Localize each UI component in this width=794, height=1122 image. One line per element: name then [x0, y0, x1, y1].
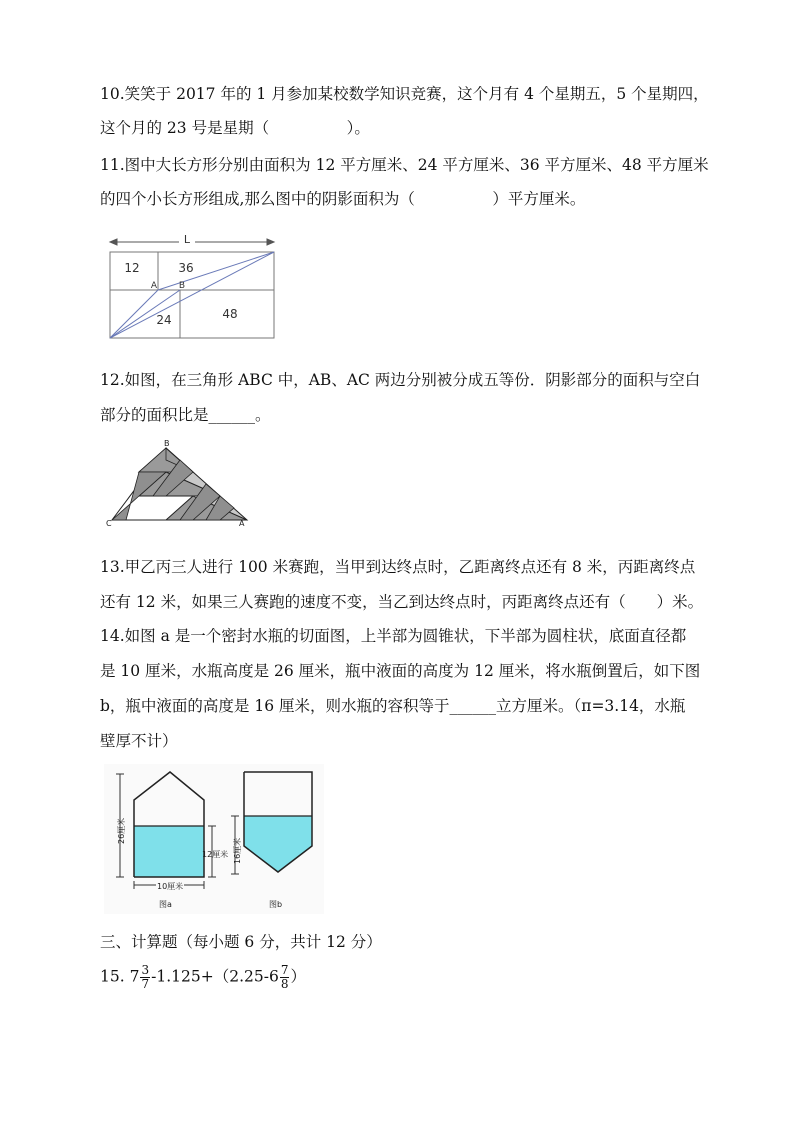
q15-frac1-num: 3 — [141, 963, 150, 977]
water-a — [134, 826, 204, 877]
area-12: 12 — [124, 261, 140, 275]
dimension-arrow-right — [267, 239, 274, 245]
segment-to-a — [110, 290, 158, 338]
vertex-a: A — [239, 519, 245, 528]
q12-line1: 12.如图，在三角形 ABC 中，AB、AC 两边分别被分成五等份．阴影部分的面积与空白 — [100, 371, 701, 389]
q15-expression — [100, 964, 306, 991]
dim-label-l: L — [183, 233, 191, 246]
triangle-figure — [106, 438, 256, 530]
water-label-b: 16厘米 — [233, 837, 242, 864]
q15-frac1-den: 7 — [141, 977, 150, 991]
q10-line1: 10.笑笑于 2017 年的 1 月参加某校数学知识竞赛，这个月有 4 个星期五，5 个星期四， — [100, 85, 709, 103]
q12-line2: 部分的面积比是______。 — [100, 406, 271, 424]
q11-line1: 11.图中大长方形分别由面积为 12 平方厘米、24 平方厘米、36 平方厘米、48 平方厘米 — [100, 156, 709, 174]
q13-line2: 还有 12 米，如果三人赛跑的速度不变，当乙到达终点时，丙距离终点还有（ ）米。 — [100, 593, 704, 611]
caption-b: 图b — [269, 900, 283, 909]
q13-line1: 13.甲乙丙三人进行 100 米赛跑，当甲到达终点时，乙距离终点还有 8 米，丙距离终点 — [100, 558, 696, 576]
water-label-a: 12厘米 — [202, 850, 229, 859]
q15-frac2-den: 8 — [280, 977, 289, 991]
q14-line2: 是 10 厘米，水瓶高度是 26 厘米，瓶中液面的高度为 12 厘米，将水瓶倒置后，如下图 — [100, 662, 701, 680]
q15-fraction-1 — [140, 964, 150, 991]
rectangle-figure — [104, 228, 282, 343]
area-48: 48 — [222, 307, 238, 321]
q14-line1: 14.如图 a 是一个密封水瓶的切面图，上半部为圆锥状，下半部为圆柱状，底面直径都 — [100, 627, 687, 645]
vertex-c: C — [106, 519, 112, 528]
height-label: 26厘米 — [117, 817, 126, 844]
point-a: A — [150, 281, 158, 291]
bottle-figures — [104, 764, 324, 914]
caption-a: 图a — [159, 900, 172, 909]
q14-line4: 壁厚不计） — [100, 732, 178, 750]
q14-line3: b，瓶中液面的高度是 16 厘米，则水瓶的容积等于______立方厘米。（π=3.14，水瓶 — [100, 697, 686, 715]
q15-suffix: ） — [290, 967, 306, 986]
section3-title: 三、计算题（每小题 6 分，共计 12 分） — [100, 933, 382, 951]
q15-frac2-num: 7 — [280, 963, 289, 977]
q15-fraction-2 — [280, 964, 290, 991]
area-36: 36 — [178, 261, 194, 275]
dimension-arrow-left — [110, 239, 117, 245]
point-b: B — [178, 281, 186, 291]
q15-prefix: 15. — [100, 967, 125, 986]
q10-line2: 这个月的 23 号是星期（ ）。 — [100, 119, 370, 137]
segment-a-top — [158, 252, 274, 290]
width-label: 10厘米 — [157, 882, 184, 891]
area-24: 24 — [156, 313, 172, 327]
q15-mid: -1.125+（2.25-6 — [151, 967, 279, 986]
q11-line2: 的四个小长方形组成,那么图中的阴影面积为（ ）平方厘米。 — [100, 190, 586, 208]
q15-whole: 7 — [129, 967, 140, 986]
vertex-b: B — [164, 439, 170, 448]
